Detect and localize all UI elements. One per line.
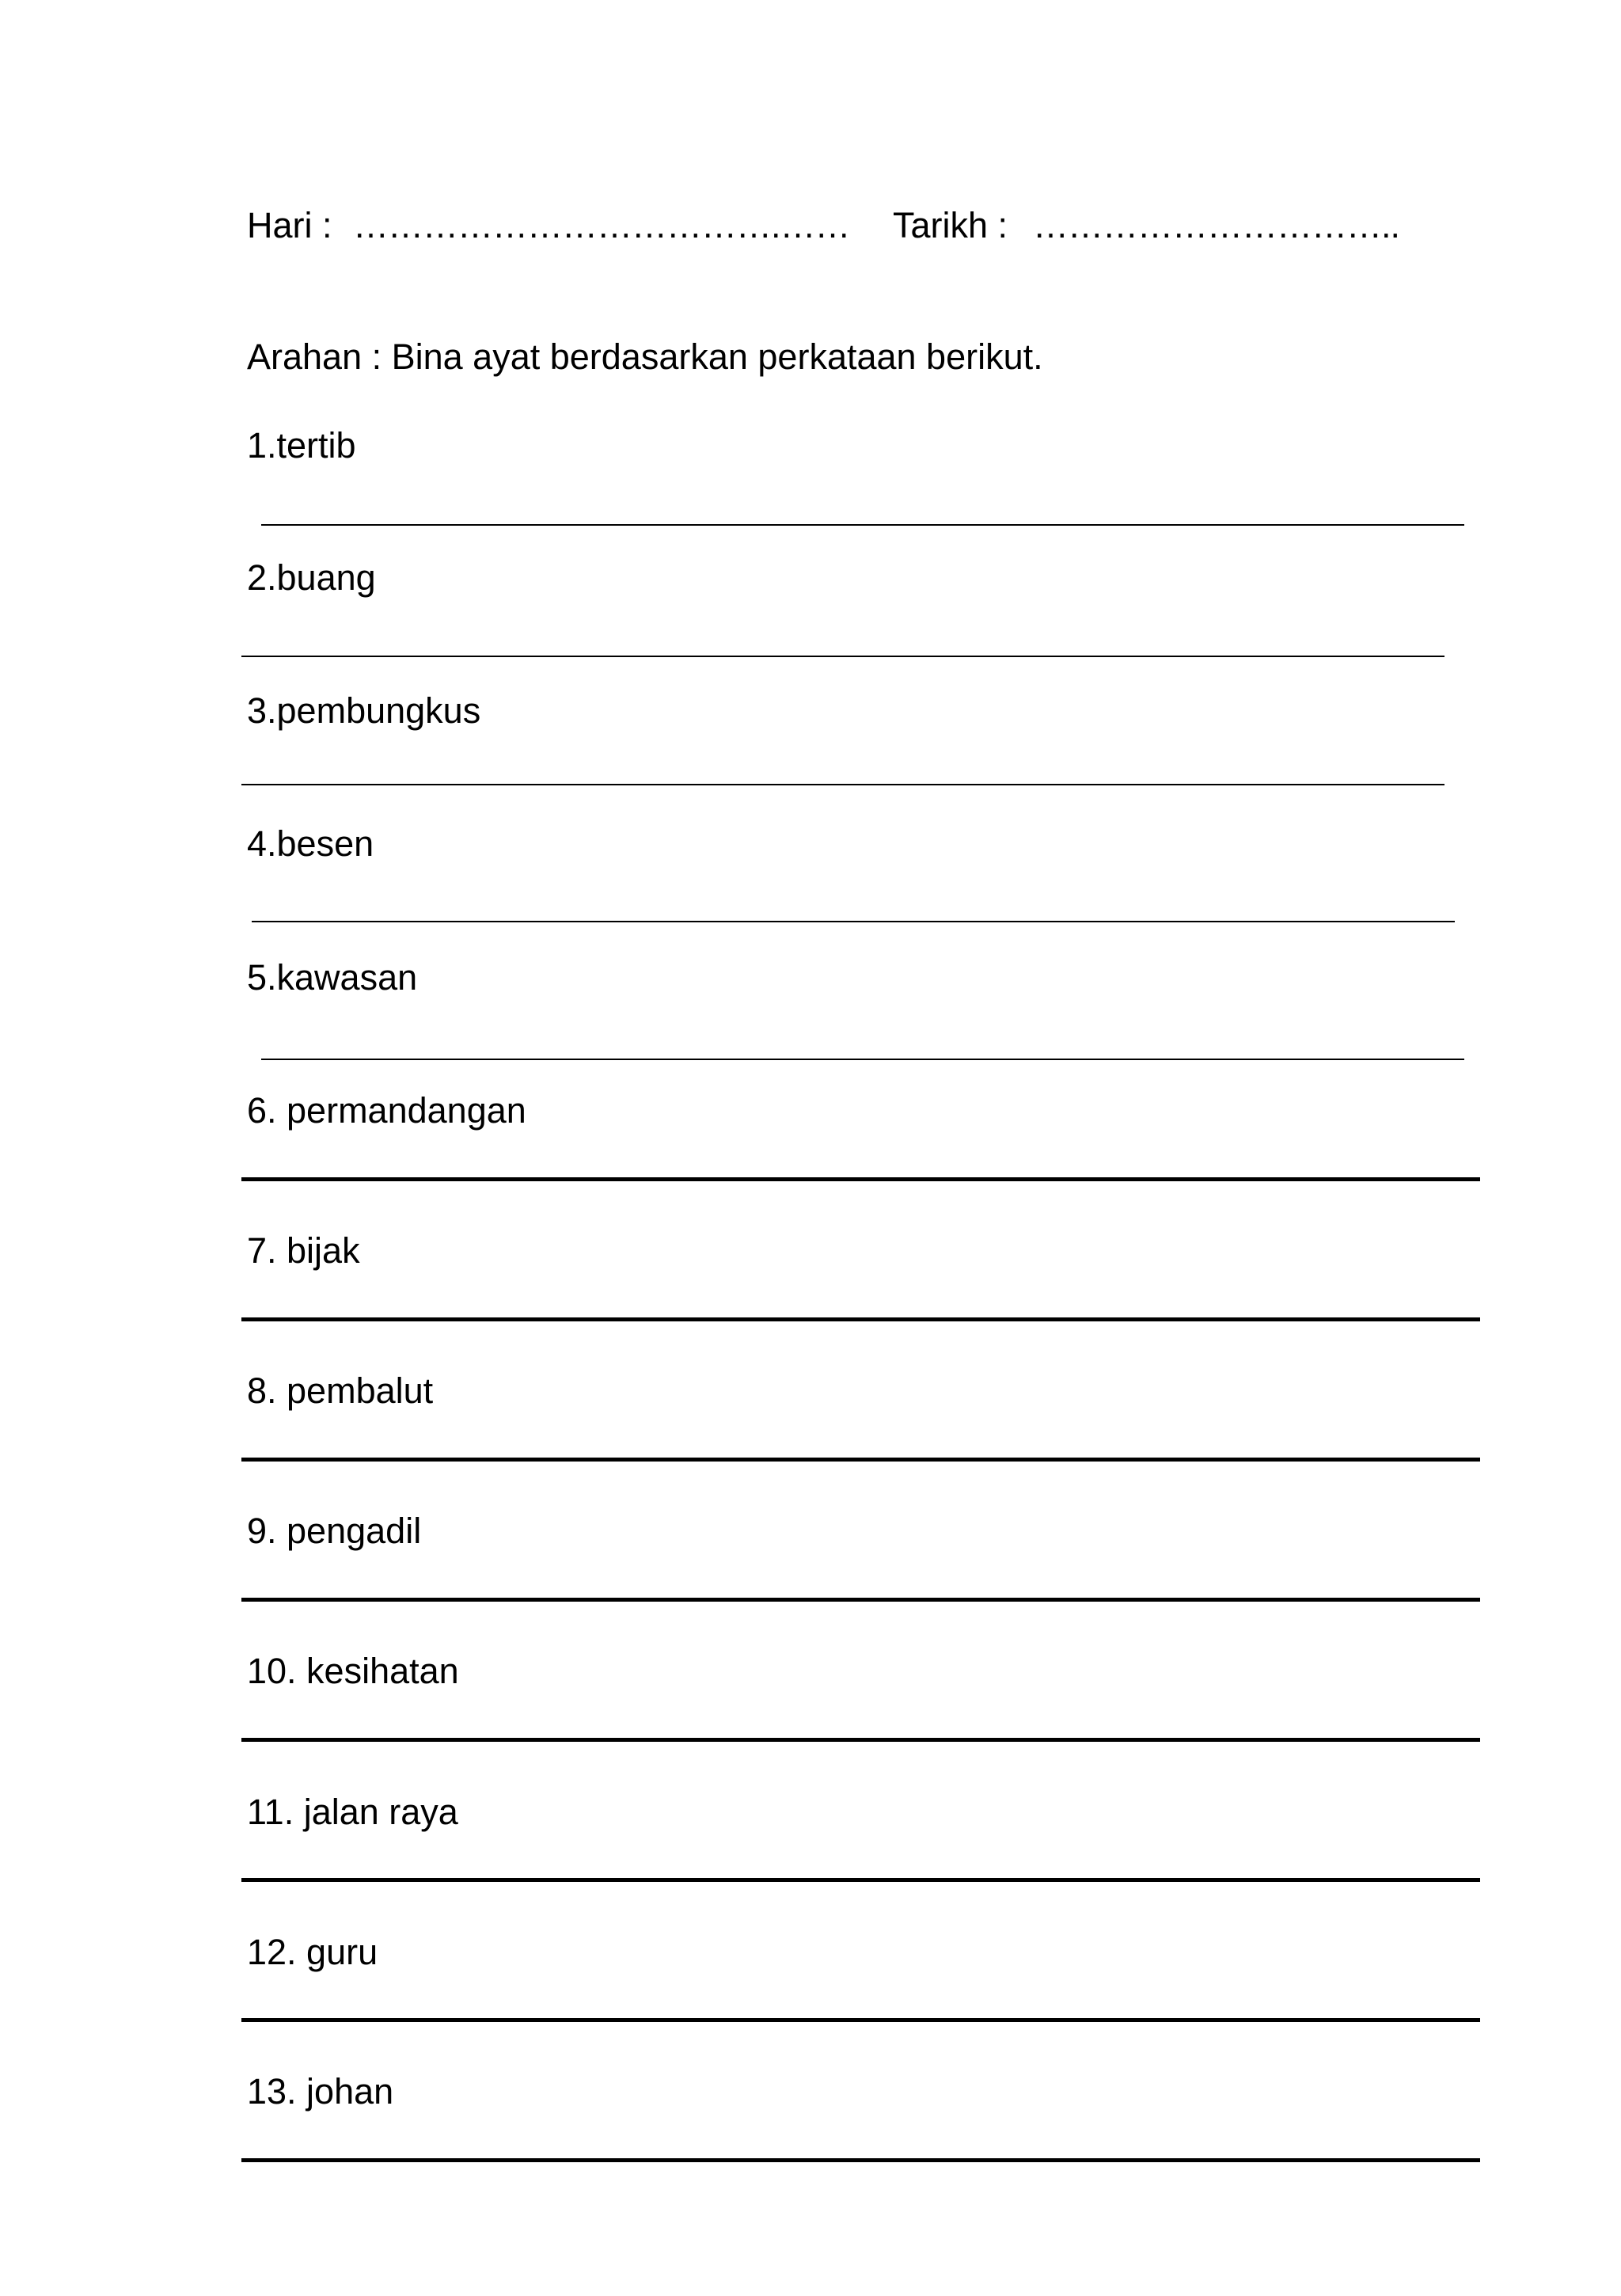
tarikh-blank: ………………………….. — [1033, 205, 1400, 245]
answer-line — [241, 1177, 1480, 1181]
list-item: 11. jalan raya — [247, 1792, 458, 1832]
list-item: 6. permandangan — [247, 1090, 526, 1131]
answer-line — [241, 1598, 1480, 1602]
answer-line — [241, 656, 1444, 657]
answer-line — [241, 2158, 1480, 2162]
list-item: 8. pembalut — [247, 1370, 434, 1411]
list-item: 5.kawasan — [247, 957, 418, 998]
answer-line — [261, 1059, 1464, 1060]
hari-label: Hari : — [247, 205, 332, 245]
list-item: 3.pembungkus — [247, 690, 481, 731]
list-item: 1.tertib — [247, 425, 356, 466]
answer-line — [252, 921, 1455, 922]
answer-line — [241, 1317, 1480, 1321]
answer-line — [241, 1878, 1480, 1882]
answer-line — [241, 1458, 1480, 1462]
answer-line — [241, 784, 1444, 785]
answer-line — [241, 1738, 1480, 1742]
list-item: 9. pengadil — [247, 1511, 422, 1551]
list-item: 10. kesihatan — [247, 1651, 459, 1691]
instruction: Arahan : Bina ayat berdasarkan perkataan berikut. — [247, 336, 1043, 377]
list-item: 2.buang — [247, 557, 376, 598]
list-item: 12. guru — [247, 1932, 378, 1972]
hari-blank: ……………………………….…… — [353, 205, 850, 245]
list-item: 4.besen — [247, 823, 374, 864]
list-item: 13. johan — [247, 2071, 394, 2112]
answer-line — [261, 524, 1464, 526]
tarikh-label: Tarikh : — [893, 205, 1008, 245]
list-item: 7. bijak — [247, 1230, 360, 1271]
answer-line — [241, 2018, 1480, 2022]
